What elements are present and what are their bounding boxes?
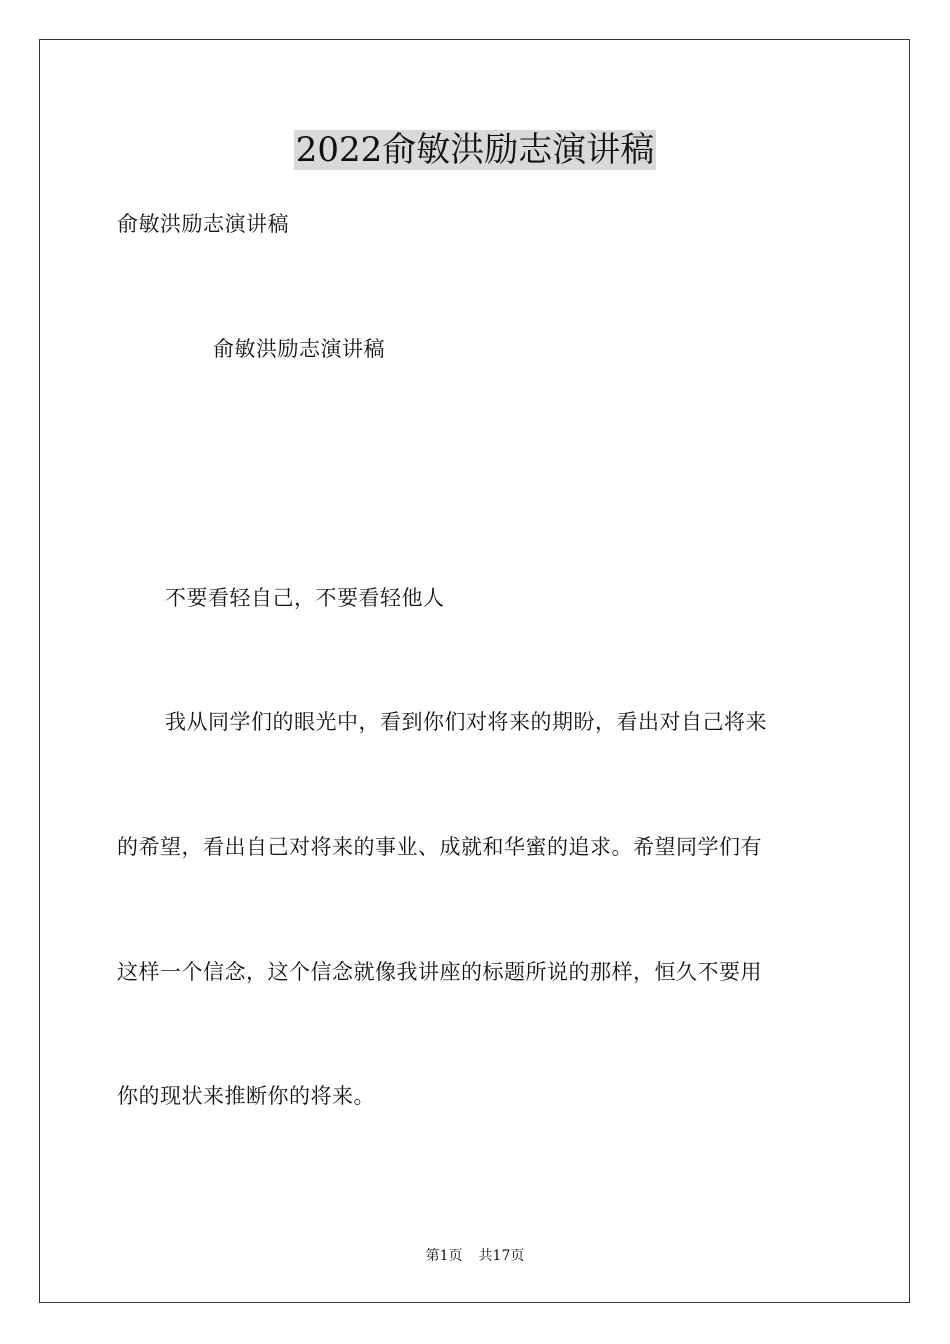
paragraph-heading: 不要看轻自己，不要看轻他人 [165, 586, 445, 610]
subtitle: 俞敏洪励志演讲稿 [117, 212, 289, 236]
document-title [0, 128, 950, 172]
total-pages: 共17页 [478, 1248, 525, 1264]
body-line: 的希望，看出自己对将来的事业、成就和华蜜的追求。希望同学们有 [117, 835, 762, 859]
page-number: 第1页 [425, 1248, 463, 1264]
page-footer [0, 1246, 950, 1266]
body-line: 我从同学们的眼光中，看到你们对将来的期盼，看出对自己将来 [165, 710, 767, 734]
subtitle-indented: 俞敏洪励志演讲稿 [213, 337, 385, 361]
body-line: 这样一个信念，这个信念就像我讲座的标题所说的那样，恒久不要用 [117, 960, 762, 984]
body-line: 你的现状来推断你的将来。 [117, 1084, 375, 1108]
title-text: 2022俞敏洪励志演讲稿 [295, 130, 655, 170]
